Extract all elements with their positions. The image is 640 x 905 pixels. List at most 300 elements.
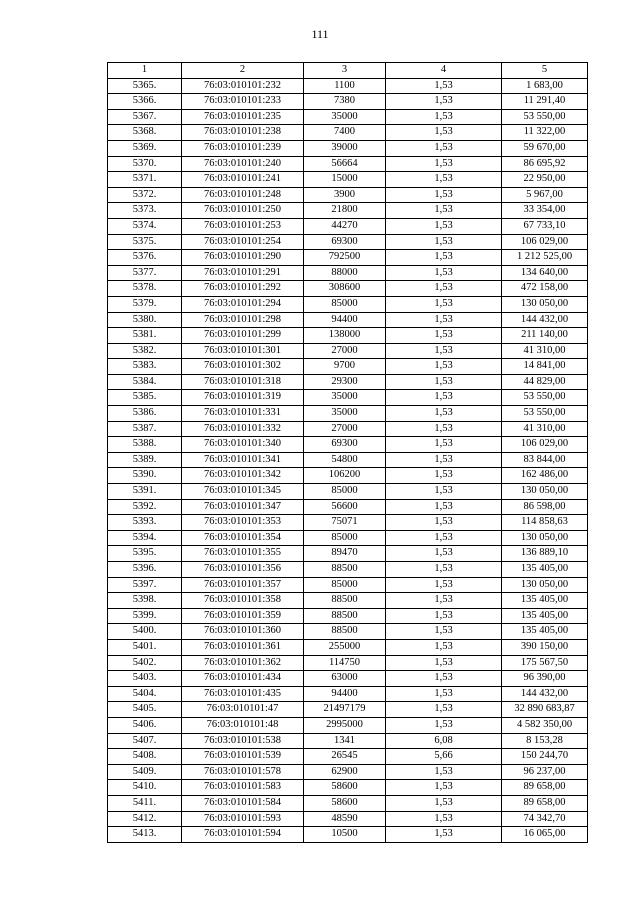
table-cell: 1,53 (386, 577, 502, 593)
table-cell: 75071 (304, 515, 386, 531)
table-cell: 76:03:010101:233 (182, 94, 304, 110)
table-cell: 5390. (108, 468, 182, 484)
table-cell: 76:03:010101:435 (182, 686, 304, 702)
table-row (108, 296, 588, 312)
table-cell: 5377. (108, 265, 182, 281)
table-cell: 5389. (108, 452, 182, 468)
table-cell: 76:03:010101:539 (182, 749, 304, 765)
table-row (108, 359, 588, 375)
page-number: 111 (311, 27, 329, 41)
table-row (108, 203, 588, 219)
table-cell: 1,53 (386, 94, 502, 110)
table-cell: 53 550,00 (502, 406, 588, 422)
table-cell: 1,53 (386, 624, 502, 640)
table-cell: 76:03:010101:538 (182, 733, 304, 749)
table-cell: 1,53 (386, 655, 502, 671)
table-cell: 5412. (108, 811, 182, 827)
table-cell: 5367. (108, 109, 182, 125)
table-cell: 114 858,63 (502, 515, 588, 531)
table-cell: 1,53 (386, 608, 502, 624)
table-cell: 1,53 (386, 172, 502, 188)
table-cell: 54800 (304, 452, 386, 468)
table-cell: 76:03:010101:583 (182, 780, 304, 796)
table-cell: 1,53 (386, 827, 502, 843)
table-cell: 11 291,40 (502, 94, 588, 110)
table-cell: 74 342,70 (502, 811, 588, 827)
table-cell: 15000 (304, 172, 386, 188)
table-row (108, 172, 588, 188)
table-cell: 35000 (304, 109, 386, 125)
table-row (108, 827, 588, 843)
table-cell: 48590 (304, 811, 386, 827)
table-cell: 5407. (108, 733, 182, 749)
table-cell: 86 598,00 (502, 499, 588, 515)
table-cell: 5400. (108, 624, 182, 640)
table-cell: 94400 (304, 312, 386, 328)
table-row (108, 795, 588, 811)
table-cell: 1,53 (386, 203, 502, 219)
table-cell: 175 567,50 (502, 655, 588, 671)
table-cell: 5380. (108, 312, 182, 328)
table-cell: 76:03:010101:360 (182, 624, 304, 640)
table-cell: 76:03:010101:355 (182, 546, 304, 562)
table-row (108, 109, 588, 125)
table-cell: 5405. (108, 702, 182, 718)
column-header: 1 (108, 63, 182, 79)
table-row (108, 468, 588, 484)
table-row (108, 94, 588, 110)
table-cell: 1,53 (386, 234, 502, 250)
table-cell: 130 050,00 (502, 530, 588, 546)
table-cell: 5385. (108, 390, 182, 406)
table-cell: 5369. (108, 140, 182, 156)
table-cell: 85000 (304, 530, 386, 546)
table-cell: 1,53 (386, 499, 502, 515)
table-row (108, 764, 588, 780)
table-cell: 5374. (108, 218, 182, 234)
table-cell: 5411. (108, 795, 182, 811)
table-cell: 1,53 (386, 78, 502, 94)
table-cell: 32 890 683,87 (502, 702, 588, 718)
table-cell: 35000 (304, 406, 386, 422)
table-cell: 33 354,00 (502, 203, 588, 219)
table-cell: 5399. (108, 608, 182, 624)
table-row (108, 499, 588, 515)
table-cell: 1,53 (386, 562, 502, 578)
table-cell: 1,53 (386, 250, 502, 266)
table-cell: 3900 (304, 187, 386, 203)
table-cell: 1,53 (386, 686, 502, 702)
table-cell: 11 322,00 (502, 125, 588, 141)
table-cell: 26545 (304, 749, 386, 765)
table-cell: 86 695,92 (502, 156, 588, 172)
table-cell: 9700 (304, 359, 386, 375)
table-cell: 29300 (304, 374, 386, 390)
table-row (108, 312, 588, 328)
table-cell: 76:03:010101:341 (182, 452, 304, 468)
table-cell: 76:03:010101:298 (182, 312, 304, 328)
table-row (108, 218, 588, 234)
table-cell: 41 310,00 (502, 421, 588, 437)
table-cell: 76:03:010101:235 (182, 109, 304, 125)
table-row (108, 717, 588, 733)
table-cell: 76:03:010101:47 (182, 702, 304, 718)
table-cell: 150 244,70 (502, 749, 588, 765)
table-cell: 59 670,00 (502, 140, 588, 156)
table-cell: 1,53 (386, 811, 502, 827)
table-cell: 89470 (304, 546, 386, 562)
table-row (108, 671, 588, 687)
table-cell: 69300 (304, 437, 386, 453)
table-row (108, 749, 588, 765)
table-cell: 134 640,00 (502, 265, 588, 281)
table-cell: 21800 (304, 203, 386, 219)
table-cell: 56600 (304, 499, 386, 515)
table-cell: 5410. (108, 780, 182, 796)
table-cell: 56664 (304, 156, 386, 172)
header-row (108, 63, 588, 79)
table-row (108, 125, 588, 141)
table-row (108, 702, 588, 718)
table-cell: 21497179 (304, 702, 386, 718)
table-cell: 106 029,00 (502, 437, 588, 453)
table-cell: 135 405,00 (502, 562, 588, 578)
table-cell: 76:03:010101:362 (182, 655, 304, 671)
table-row (108, 156, 588, 172)
table-cell: 136 889,10 (502, 546, 588, 562)
table-cell: 89 658,00 (502, 795, 588, 811)
table-cell: 5394. (108, 530, 182, 546)
table-cell: 76:03:010101:250 (182, 203, 304, 219)
table-row (108, 655, 588, 671)
table-row (108, 733, 588, 749)
table-row (108, 281, 588, 297)
table-cell: 1 212 525,00 (502, 250, 588, 266)
table-cell: 135 405,00 (502, 608, 588, 624)
table-cell: 5387. (108, 421, 182, 437)
table-row (108, 484, 588, 500)
table-cell: 211 140,00 (502, 328, 588, 344)
table-row (108, 546, 588, 562)
table-cell: 16 065,00 (502, 827, 588, 843)
table-cell: 1,53 (386, 312, 502, 328)
table-row (108, 250, 588, 266)
table-cell: 308600 (304, 281, 386, 297)
table-row (108, 562, 588, 578)
column-header: 3 (304, 63, 386, 79)
table-cell: 138000 (304, 328, 386, 344)
table-row (108, 577, 588, 593)
table-cell: 2995000 (304, 717, 386, 733)
table-cell: 76:03:010101:318 (182, 374, 304, 390)
table-cell: 76:03:010101:332 (182, 421, 304, 437)
table-cell: 5378. (108, 281, 182, 297)
table-cell: 76:03:010101:319 (182, 390, 304, 406)
table-cell: 94400 (304, 686, 386, 702)
table-cell: 76:03:010101:301 (182, 343, 304, 359)
table-cell: 162 486,00 (502, 468, 588, 484)
table-cell: 1,53 (386, 468, 502, 484)
table-cell: 1,53 (386, 218, 502, 234)
table-row (108, 328, 588, 344)
table-row (108, 265, 588, 281)
table-cell: 27000 (304, 421, 386, 437)
table-cell: 1,53 (386, 125, 502, 141)
table-cell: 89 658,00 (502, 780, 588, 796)
table-cell: 27000 (304, 343, 386, 359)
table-row (108, 639, 588, 655)
table-cell: 255000 (304, 639, 386, 655)
table-cell: 5384. (108, 374, 182, 390)
table-cell: 76:03:010101:434 (182, 671, 304, 687)
table-cell: 76:03:010101:292 (182, 281, 304, 297)
table-cell: 76:03:010101:357 (182, 577, 304, 593)
table-cell: 5397. (108, 577, 182, 593)
table-cell: 1,53 (386, 374, 502, 390)
table-cell: 5382. (108, 343, 182, 359)
table-row (108, 406, 588, 422)
table-row (108, 530, 588, 546)
table-cell: 5368. (108, 125, 182, 141)
data-table (107, 62, 588, 843)
table-cell: 1,53 (386, 437, 502, 453)
table-cell: 5409. (108, 764, 182, 780)
table-row (108, 780, 588, 796)
table-row (108, 421, 588, 437)
column-header: 5 (502, 63, 588, 79)
table-row (108, 343, 588, 359)
table-cell: 76:03:010101:240 (182, 156, 304, 172)
table-cell: 85000 (304, 296, 386, 312)
table-cell: 76:03:010101:354 (182, 530, 304, 546)
table-row (108, 452, 588, 468)
table-cell: 76:03:010101:593 (182, 811, 304, 827)
table-row (108, 608, 588, 624)
table-cell: 792500 (304, 250, 386, 266)
table-row (108, 140, 588, 156)
table-cell: 5386. (108, 406, 182, 422)
table-cell: 76:03:010101:241 (182, 172, 304, 188)
table-cell: 5383. (108, 359, 182, 375)
table-cell: 76:03:010101:232 (182, 78, 304, 94)
table-row (108, 187, 588, 203)
table-cell: 69300 (304, 234, 386, 250)
table-cell: 1,53 (386, 717, 502, 733)
table-cell: 96 390,00 (502, 671, 588, 687)
table-body (108, 78, 588, 842)
table-cell: 76:03:010101:594 (182, 827, 304, 843)
table-cell: 1,53 (386, 484, 502, 500)
table-cell: 63000 (304, 671, 386, 687)
table-cell: 76:03:010101:238 (182, 125, 304, 141)
table-cell: 76:03:010101:331 (182, 406, 304, 422)
table-cell: 5371. (108, 172, 182, 188)
table-cell: 1,53 (386, 406, 502, 422)
table-cell: 1,53 (386, 421, 502, 437)
table-cell: 390 150,00 (502, 639, 588, 655)
table-cell: 8 153,28 (502, 733, 588, 749)
table-cell: 53 550,00 (502, 109, 588, 125)
table-cell: 5372. (108, 187, 182, 203)
table-row (108, 390, 588, 406)
table-cell: 5370. (108, 156, 182, 172)
table-row (108, 624, 588, 640)
column-header: 4 (386, 63, 502, 79)
table-cell: 1,53 (386, 156, 502, 172)
table-row (108, 515, 588, 531)
table-cell: 1,53 (386, 546, 502, 562)
table-cell: 76:03:010101:353 (182, 515, 304, 531)
table-cell: 5395. (108, 546, 182, 562)
table-cell: 76:03:010101:291 (182, 265, 304, 281)
table-cell: 472 158,00 (502, 281, 588, 297)
table-cell: 22 950,00 (502, 172, 588, 188)
table-cell: 130 050,00 (502, 577, 588, 593)
table-cell: 76:03:010101:290 (182, 250, 304, 266)
table-cell: 1,53 (386, 515, 502, 531)
table-cell: 7400 (304, 125, 386, 141)
table-cell: 76:03:010101:48 (182, 717, 304, 733)
table-row (108, 811, 588, 827)
table-cell: 1,53 (386, 764, 502, 780)
table-cell: 135 405,00 (502, 593, 588, 609)
table-cell: 1,53 (386, 795, 502, 811)
table-cell: 1,53 (386, 140, 502, 156)
table-cell: 76:03:010101:248 (182, 187, 304, 203)
table-cell: 5398. (108, 593, 182, 609)
table-cell: 5396. (108, 562, 182, 578)
table-cell: 5393. (108, 515, 182, 531)
table-cell: 76:03:010101:584 (182, 795, 304, 811)
table-cell: 5413. (108, 827, 182, 843)
table-cell: 41 310,00 (502, 343, 588, 359)
table-cell: 6,08 (386, 733, 502, 749)
table-cell: 1,53 (386, 530, 502, 546)
table-cell: 44270 (304, 218, 386, 234)
table-cell: 1,53 (386, 281, 502, 297)
table-cell: 76:03:010101:361 (182, 639, 304, 655)
table-cell: 83 844,00 (502, 452, 588, 468)
table-cell: 1,53 (386, 390, 502, 406)
table-cell: 76:03:010101:239 (182, 140, 304, 156)
table-cell: 76:03:010101:578 (182, 764, 304, 780)
table-cell: 88500 (304, 593, 386, 609)
table-cell: 1,53 (386, 328, 502, 344)
table-cell: 5402. (108, 655, 182, 671)
table-cell: 76:03:010101:356 (182, 562, 304, 578)
table-cell: 1,53 (386, 593, 502, 609)
table-cell: 76:03:010101:302 (182, 359, 304, 375)
table-cell: 88500 (304, 624, 386, 640)
table-cell: 1100 (304, 78, 386, 94)
table-cell: 10500 (304, 827, 386, 843)
table-cell: 1,53 (386, 671, 502, 687)
table-cell: 1,53 (386, 265, 502, 281)
column-header: 2 (182, 63, 304, 79)
table-cell: 1,53 (386, 296, 502, 312)
table-cell: 1,53 (386, 343, 502, 359)
table-cell: 14 841,00 (502, 359, 588, 375)
table-cell: 5 967,00 (502, 187, 588, 203)
table-cell: 76:03:010101:254 (182, 234, 304, 250)
table-cell: 135 405,00 (502, 624, 588, 640)
table-cell: 5376. (108, 250, 182, 266)
table-cell: 76:03:010101:345 (182, 484, 304, 500)
table-cell: 5388. (108, 437, 182, 453)
table-cell: 1,53 (386, 780, 502, 796)
table-cell: 5373. (108, 203, 182, 219)
table-cell: 76:03:010101:340 (182, 437, 304, 453)
table-cell: 106200 (304, 468, 386, 484)
table-cell: 5404. (108, 686, 182, 702)
table-cell: 5366. (108, 94, 182, 110)
table-cell: 5408. (108, 749, 182, 765)
table-cell: 130 050,00 (502, 296, 588, 312)
table-cell: 5401. (108, 639, 182, 655)
table-cell: 4 582 350,00 (502, 717, 588, 733)
table-cell: 76:03:010101:299 (182, 328, 304, 344)
table-cell: 58600 (304, 780, 386, 796)
table-cell: 1,53 (386, 702, 502, 718)
table-cell: 39000 (304, 140, 386, 156)
table-cell: 1,53 (386, 639, 502, 655)
table-cell: 144 432,00 (502, 686, 588, 702)
table-cell: 5375. (108, 234, 182, 250)
table-cell: 53 550,00 (502, 390, 588, 406)
table-cell: 88000 (304, 265, 386, 281)
table-cell: 76:03:010101:347 (182, 499, 304, 515)
table-cell: 5365. (108, 78, 182, 94)
table-cell: 1,53 (386, 359, 502, 375)
table-cell: 44 829,00 (502, 374, 588, 390)
table-cell: 1 683,00 (502, 78, 588, 94)
table-cell: 5392. (108, 499, 182, 515)
table-cell: 67 733,10 (502, 218, 588, 234)
table-cell: 88500 (304, 608, 386, 624)
table-row (108, 78, 588, 94)
table-cell: 58600 (304, 795, 386, 811)
table-cell: 76:03:010101:359 (182, 608, 304, 624)
table-cell: 144 432,00 (502, 312, 588, 328)
table-row (108, 437, 588, 453)
table-cell: 76:03:010101:342 (182, 468, 304, 484)
table-row (108, 686, 588, 702)
table-cell: 114750 (304, 655, 386, 671)
table-cell: 76:03:010101:358 (182, 593, 304, 609)
table-cell: 5379. (108, 296, 182, 312)
table-cell: 5406. (108, 717, 182, 733)
table-row (108, 234, 588, 250)
table-cell: 130 050,00 (502, 484, 588, 500)
table-cell: 88500 (304, 562, 386, 578)
table-row (108, 374, 588, 390)
table-cell: 5391. (108, 484, 182, 500)
table-cell: 1341 (304, 733, 386, 749)
table-row (108, 593, 588, 609)
table-cell: 1,53 (386, 187, 502, 203)
table-cell: 85000 (304, 484, 386, 500)
table-cell: 106 029,00 (502, 234, 588, 250)
table-cell: 35000 (304, 390, 386, 406)
table-cell: 76:03:010101:294 (182, 296, 304, 312)
table-cell: 5,66 (386, 749, 502, 765)
table-cell: 5403. (108, 671, 182, 687)
table-cell: 85000 (304, 577, 386, 593)
table-cell: 96 237,00 (502, 764, 588, 780)
table-cell: 5381. (108, 328, 182, 344)
table-cell: 1,53 (386, 109, 502, 125)
table-cell: 76:03:010101:253 (182, 218, 304, 234)
